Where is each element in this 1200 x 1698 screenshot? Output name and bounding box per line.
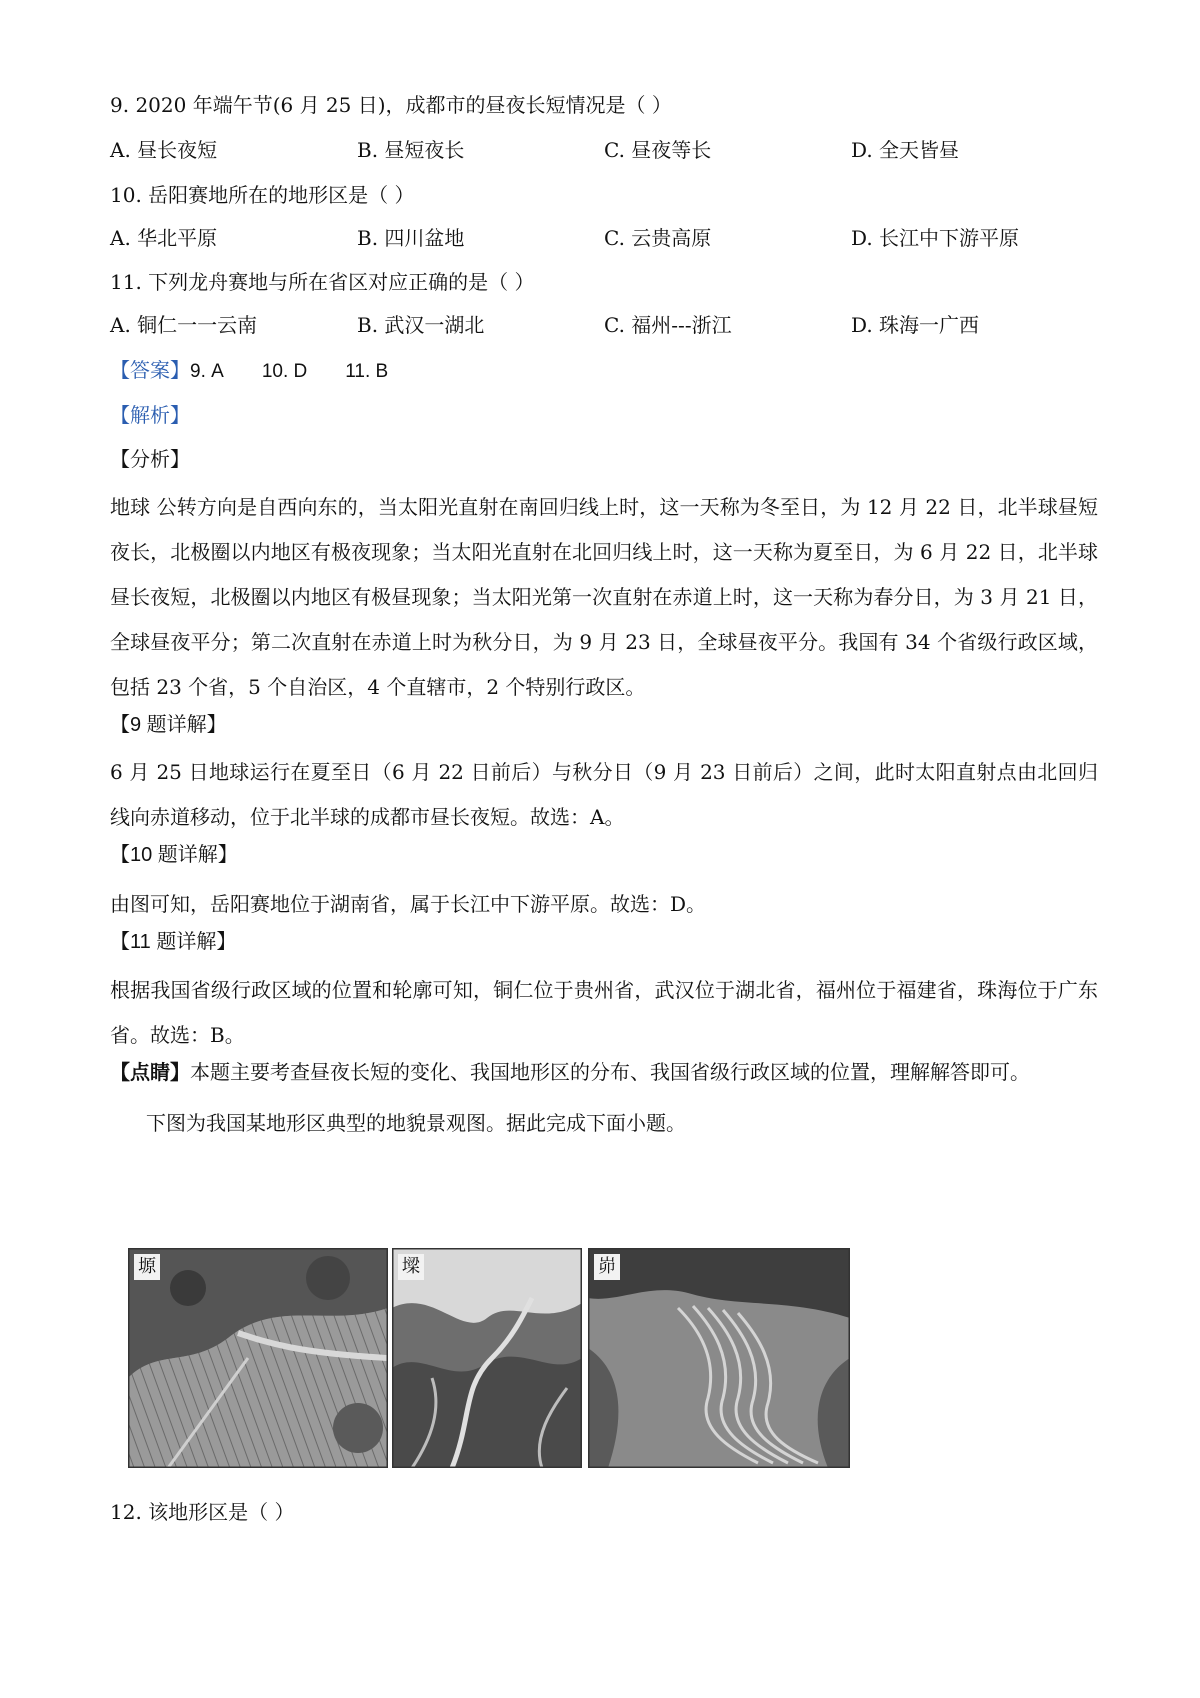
detail-9-tag: 【9 题详解】: [110, 714, 227, 736]
answer-tag: 【答案】: [110, 358, 190, 382]
detail-11-tag: 【11 题详解】: [110, 931, 237, 953]
answer-item: 11. B: [345, 361, 389, 382]
q10-stem: 10. 岳阳赛地所在的地形区是（ ）: [110, 183, 415, 207]
q9-options: [110, 135, 1090, 165]
answer-line: [110, 355, 388, 387]
q9-option-a: A. 昼长夜短: [110, 138, 218, 162]
q11-option-b: B. 武汉一湖北: [357, 313, 485, 337]
q11-options: [110, 310, 1090, 340]
landform-photo-3: [588, 1248, 850, 1468]
q9-option-c: C. 昼夜等长: [604, 138, 712, 162]
q9-option-d: D. 全天皆昼: [851, 138, 960, 162]
answer-item: 9. A: [190, 361, 224, 382]
plateau-photo-icon: [128, 1248, 388, 1468]
q12-stem: 12. 该地形区是（ ）: [110, 1500, 295, 1524]
q10-option-d: D. 长江中下游平原: [851, 226, 1020, 250]
ridge-photo-icon: [392, 1248, 582, 1468]
q10-option-a: A. 华北平原: [110, 226, 218, 250]
detail-10-tag: 【10 题详解】: [110, 844, 238, 866]
landform-photo-1: [128, 1248, 388, 1468]
detail-10-paragraph: 由图可知，岳阳赛地位于湖南省，属于长江中下游平原。故选：D。: [110, 892, 707, 916]
hill-photo-icon: [588, 1248, 850, 1468]
q9-stem: 9. 2020 年端午节(6 月 25 日)，成都市的昼夜长短情况是（ ）: [110, 93, 672, 117]
dianjing-tag: 【点睛】: [110, 1062, 190, 1084]
detail-11-paragraph: 根据我国省级行政区域的位置和轮廓可知，铜仁位于贵州省，武汉位于湖北省，福州位于福建省，珠海位于广东省。故选：B。: [110, 978, 1098, 1047]
photo-1-label: 塬: [134, 1254, 160, 1280]
jiexi-tag: 【解析】: [110, 403, 190, 427]
q11-stem: 11. 下列龙舟赛地与所在省区对应正确的是（ ）: [110, 270, 535, 294]
q10-option-b: B. 四川盆地: [357, 226, 465, 250]
fenxi-paragraph: 地球 公转方向是自西向东的，当太阳光直射在南回归线上时，这一天称为冬至日，为 12 月 22 日，北半球昼短夜长，北极圈以内地区有极夜现象；当太阳光直射在北回归线上时，这一天称为夏至日，为 6 月 22 日，北半球昼长夜短，北极圈以内地区有极昼现象；当太阳光第一次直射在赤道上时，这一天称为春分日，为 3 月 21 日，全球昼夜平分；第二次直射在赤道上时为秋分日，为 9 月 23 日，全球昼夜平分。我国有 34 个省级行政区域，包括 23 个省，5 个自治区，4 个直辖市，2 个特别行政区。: [110, 495, 1098, 699]
q11-option-a: A. 铜仁一一云南: [110, 313, 258, 337]
figure-intro: 下图为我国某地形区典型的地貌景观图。据此完成下面小题。: [146, 1111, 686, 1135]
q11-option-d: D. 珠海一广西: [851, 313, 980, 337]
fenxi-tag: 【分析】: [110, 449, 190, 471]
q10-option-c: C. 云贵高原: [604, 226, 712, 250]
q9-option-b: B. 昼短夜长: [357, 138, 465, 162]
dianjing-text: 本题主要考查昼夜长短的变化、我国地形区的分布、我国省级行政区域的位置，理解解答即可。: [190, 1060, 1030, 1084]
landform-photo-2: [392, 1248, 582, 1468]
q10-options: [110, 223, 1090, 253]
photo-3-label: 峁: [594, 1254, 620, 1280]
q11-option-c: C. 福州---浙江: [604, 313, 732, 337]
detail-9-paragraph: 6 月 25 日地球运行在夏至日（6 月 22 日前后）与秋分日（9 月 23 日前后）之间，此时太阳直射点由北回归线向赤道移动，位于北半球的成都市昼长夜短。故选：A。: [110, 760, 1098, 829]
photo-2-label: 墚: [398, 1254, 424, 1280]
dianjing-line: [110, 1057, 1030, 1088]
answer-item: 10. D: [261, 361, 308, 382]
